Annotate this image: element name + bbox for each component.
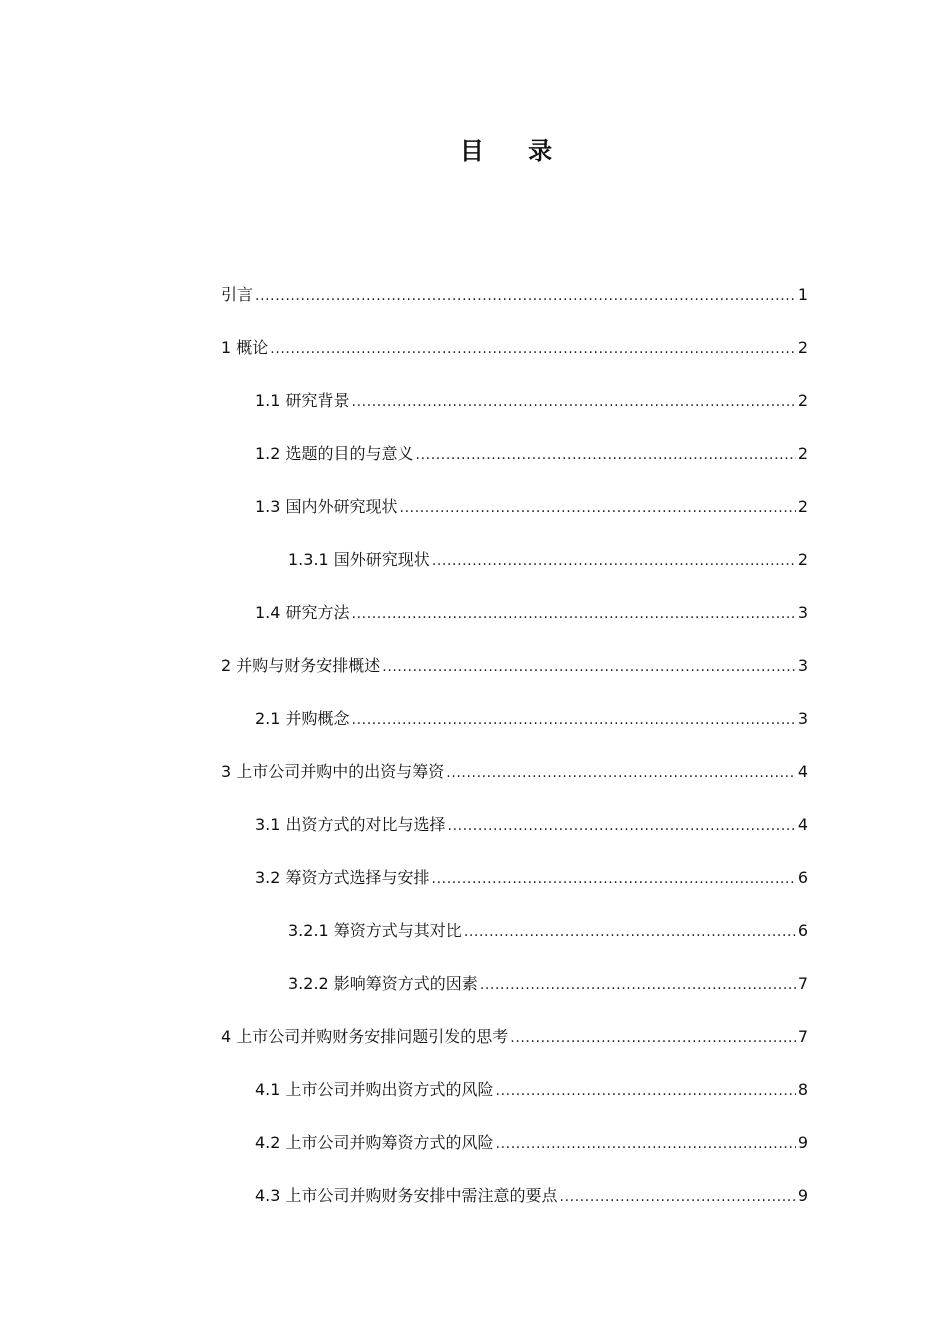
toc-entry[interactable] — [288, 543, 808, 577]
toc-dot-leader — [464, 914, 796, 949]
toc-entry-page: 3 — [797, 709, 808, 728]
toc-entry-page: 9 — [797, 1186, 808, 1205]
toc-entry[interactable] — [221, 278, 808, 312]
toc-entry-page: 3 — [797, 603, 808, 622]
toc-dot-leader — [496, 1126, 796, 1161]
toc-dot-leader — [432, 861, 796, 896]
toc-entry-label: 4.1 上市公司并购出资方式的风险 — [255, 1080, 494, 1099]
toc-entry-page: 2 — [797, 338, 808, 357]
toc-entry[interactable] — [255, 1179, 808, 1213]
toc-dot-leader — [352, 384, 796, 419]
toc-entry[interactable] — [288, 914, 808, 948]
toc-entry-page: 1 — [797, 285, 808, 304]
toc-dot-leader — [448, 808, 796, 843]
toc-entry-page: 6 — [797, 921, 808, 940]
toc-dot-leader — [496, 1073, 796, 1108]
toc-dot-leader — [480, 967, 796, 1002]
toc-entry-label: 2 并购与财务安排概述 — [221, 656, 381, 675]
toc-entry[interactable] — [255, 702, 808, 736]
toc-entry-label: 1.3 国内外研究现状 — [255, 497, 398, 516]
toc-entry-label: 2.1 并购概念 — [255, 709, 350, 728]
toc-dot-leader — [255, 278, 796, 313]
toc-entry-page: 8 — [797, 1080, 808, 1099]
toc-entry[interactable] — [288, 967, 808, 1001]
toc-entry-label: 3.2.2 影响筹资方式的因素 — [288, 974, 478, 993]
toc-entry-label: 3.1 出资方式的对比与选择 — [255, 815, 446, 834]
toc-entry[interactable] — [221, 331, 808, 365]
toc-entry-label: 1.4 研究方法 — [255, 603, 350, 622]
toc-dot-leader — [416, 437, 796, 472]
toc-entry-label: 1 概论 — [221, 338, 269, 357]
toc-entry[interactable] — [255, 1073, 808, 1107]
toc-entry-label: 引言 — [221, 285, 254, 304]
toc-entry[interactable] — [255, 596, 808, 630]
toc-dot-leader — [352, 596, 796, 631]
toc-entry-page: 2 — [797, 391, 808, 410]
toc-entry-page: 6 — [797, 868, 808, 887]
toc-entry[interactable] — [255, 437, 808, 471]
toc-dot-leader — [560, 1179, 796, 1214]
toc-entry-page: 2 — [797, 550, 808, 569]
toc-entry-page: 2 — [797, 444, 808, 463]
toc-entry[interactable] — [255, 1126, 808, 1160]
toc-dot-leader — [510, 1020, 796, 1055]
toc-entry-label: 4.3 上市公司并购财务安排中需注意的要点 — [255, 1186, 558, 1205]
page-title: 目 录 — [459, 137, 571, 165]
toc-dot-leader — [432, 543, 796, 578]
toc-entry[interactable] — [255, 808, 808, 842]
toc-entry-label: 1.3.1 国外研究现状 — [288, 550, 430, 569]
toc-entry-page: 4 — [797, 762, 808, 781]
toc-dot-leader — [446, 755, 796, 790]
toc-entry-label: 1.1 研究背景 — [255, 391, 350, 410]
toc-entry-label: 1.2 选题的目的与意义 — [255, 444, 414, 463]
toc-dot-leader — [382, 649, 796, 684]
toc-entry[interactable] — [255, 384, 808, 418]
toc-entry-page: 7 — [797, 974, 808, 993]
toc-entry[interactable] — [255, 861, 808, 895]
toc-entry[interactable] — [221, 1020, 808, 1054]
toc-entry-page: 9 — [797, 1133, 808, 1152]
toc-entry-label: 4.2 上市公司并购筹资方式的风险 — [255, 1133, 494, 1152]
toc-dot-leader — [352, 702, 796, 737]
toc-dot-leader — [400, 490, 796, 525]
toc-entry-page: 2 — [797, 497, 808, 516]
toc-entry-label: 4 上市公司并购财务安排问题引发的思考 — [221, 1027, 509, 1046]
toc-entry-label: 3 上市公司并购中的出资与筹资 — [221, 762, 445, 781]
toc-entry[interactable] — [221, 755, 808, 789]
toc-entry-label: 3.2 筹资方式选择与安排 — [255, 868, 430, 887]
toc-entry[interactable] — [255, 490, 808, 524]
toc-entry[interactable] — [221, 649, 808, 683]
toc-entry-page: 7 — [797, 1027, 808, 1046]
toc-dot-leader — [270, 331, 796, 366]
toc-entry-page: 4 — [797, 815, 808, 834]
toc-entry-label: 3.2.1 筹资方式与其对比 — [288, 921, 462, 940]
toc-entry-page: 3 — [797, 656, 808, 675]
